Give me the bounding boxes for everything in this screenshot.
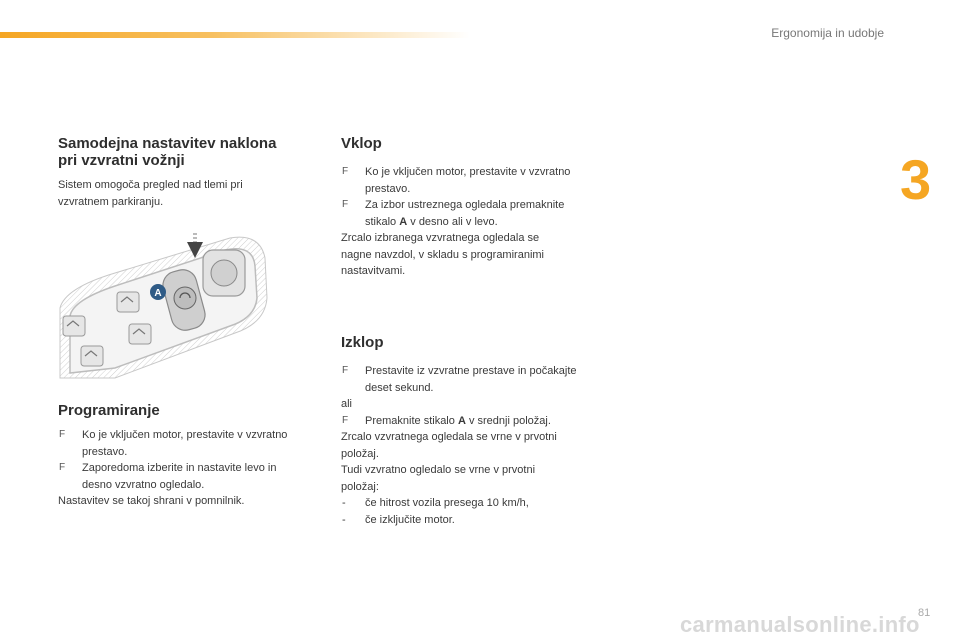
page-number: 81 [918,607,931,619]
chapter-number: 3 [900,148,932,211]
izklop-or: ali [341,398,353,410]
izklop-text-1-line2: položaj. [341,447,379,460]
reverse-tilt-heading-line2: pri vzvratni vožnji [58,152,185,169]
vklop-bullet-1-line2: prestavo. [365,182,411,195]
vklop-bullet-2-pre: stikalo [365,215,400,228]
bullet-marker-icon: F [342,166,349,177]
vklop-text-line1: Zrcalo izbranega vzvratnega ogledala se [341,232,540,244]
izklop-bullet-2-pre: Premaknite stikalo [365,414,458,427]
programming-bullet-1-line1: Ko je vključen motor, prestavite v vzvratno [82,429,288,441]
vklop-text-line2: nagne navzdol, v skladu s programiranimi [341,248,544,261]
reverse-tilt-heading-line1: Samodejna nastavitev naklona [58,135,277,152]
programming-section [58,402,323,510]
vklop-section [341,135,616,280]
section-title: Ergonomija in udobje [771,26,884,40]
izklop-dash-2-text: če izključite motor. [365,513,455,526]
door-switch-illustration [55,228,270,388]
switch-a-ref: A [399,215,408,228]
bullet-marker-icon: F [59,429,66,440]
switch-a-label: A [154,288,162,299]
izklop-bullet-1-line2: deset sekund. [365,381,434,394]
programming-heading: Programiranje [58,402,160,419]
vklop-bullet-1 [341,164,616,197]
izklop-bullet-2 [341,413,616,430]
vklop-heading: Vklop [341,135,382,152]
izklop-heading: Izklop [341,334,384,351]
izklop-text-2-line1: Tudi vzvratno ogledalo se vrne v prvotni [341,464,536,476]
programming-bullet-1 [58,427,323,460]
intro-line1: Sistem omogoča pregled nad tlemi pri [58,179,243,191]
vklop-text-line3: nastavitvami. [341,265,406,277]
watermark: carmanualsonline.info [680,612,920,637]
vklop-bullet-2-line1: Za izbor ustreznega ogledala premaknite [365,199,565,211]
programming-bullet-2-line1: Zaporedoma izberite in nastavite levo in [82,462,277,474]
dash-marker: - [342,513,346,526]
intro-text [58,177,323,210]
izklop-text-2 [341,462,616,495]
izklop-text-2-line2: položaj: [341,480,379,493]
bullet-marker-icon: F [342,365,349,376]
izklop-bullet-2-post: v srednji položaj. [465,414,551,427]
vklop-bullet-1-line1: Ko je vključen motor, prestavite v vzvratno [365,166,571,178]
izklop-dash-2 [341,512,616,529]
izklop-text-1 [341,429,616,462]
izklop-text-1-line1: Zrcalo vzvratnega ogledala se vrne v prvotni [341,431,557,443]
bullet-marker-icon: F [342,199,349,210]
left-column [58,135,323,210]
programming-note: Nastavitev se takoj shrani v pomnilnik. [58,495,245,507]
programming-bullet-2 [58,460,323,493]
reverse-tilt-heading [58,135,323,169]
bullet-marker-icon: F [59,462,66,473]
bullet-marker-icon: F [342,414,349,426]
izklop-bullet-1 [341,363,616,396]
header-accent-bar [0,32,470,38]
intro-line2: vzvratnem parkiranju. [58,195,164,208]
vklop-bullet-2 [341,197,616,230]
izklop-dash-1 [341,495,616,512]
izklop-bullet-1-line1: Prestavite iz vzvratne prestave in počakajte [365,365,577,377]
izklop-section [341,334,616,528]
izklop-dash-1-text: če hitrost vozila presega 10 km/h, [365,497,529,509]
programming-bullet-2-line2: desno vzvratno ogledalo. [82,478,205,491]
dash-marker: - [342,497,346,509]
vklop-text [341,230,616,280]
switch-a-ref: A [457,414,466,427]
vklop-bullet-2-post: v desno ali v levo. [407,215,498,228]
programming-bullet-1-line2: prestavo. [82,445,128,458]
